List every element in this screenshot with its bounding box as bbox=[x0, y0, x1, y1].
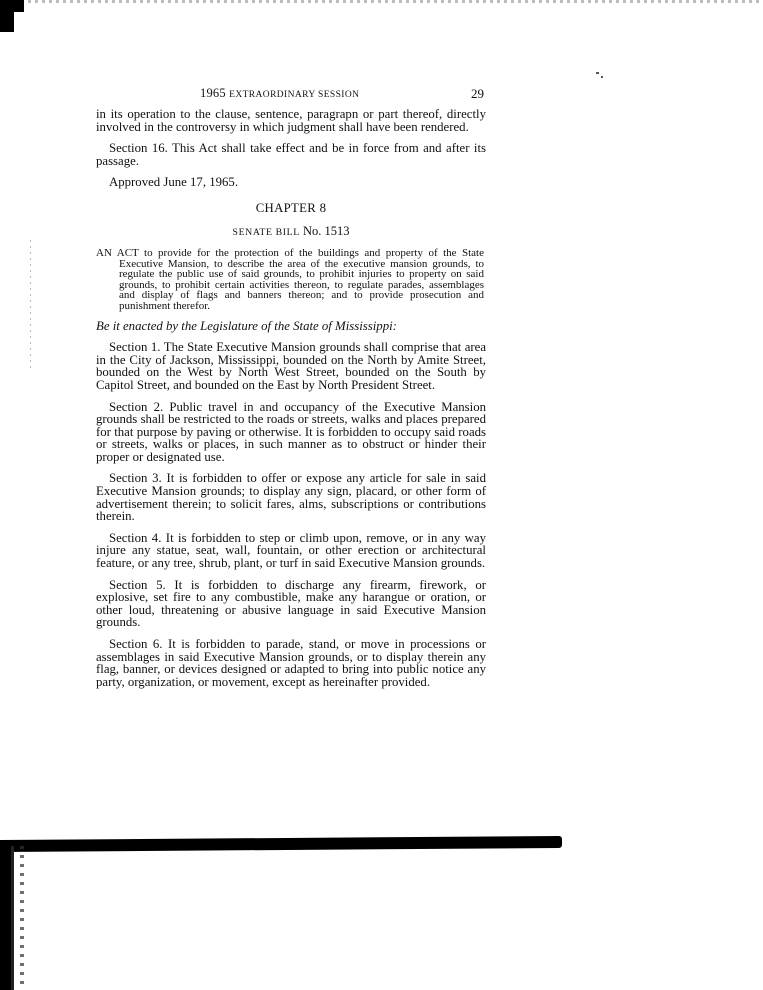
bill-number: No. 1513 bbox=[302, 223, 350, 238]
section-paragraph: Section 1. The State Executive Mansion grounds shall comprise that area in the City of Jackson, Mississippi, bounded on the North by Amite Street, bounded on the West by North West Street, bounded on the South by Capitol Street, and bounded on the East by North President Street. bbox=[96, 340, 486, 392]
bill-heading bbox=[96, 224, 486, 239]
scan-bottom-left-specks bbox=[20, 846, 24, 990]
section-paragraph: Section 4. It is forbidden to step or climb upon, remove, or in any way injure any statue, seat, wall, fountain, or other erection or architectural feature, or any tree, shrub, plant, or turf in said Executive Mansion grounds. bbox=[96, 530, 486, 571]
document-page bbox=[96, 86, 486, 688]
continued-paragraph: in its operation to the clause, sentence, paragrapn or part thereof, directly involved in the controversy in which judgment shall have been rendered. bbox=[96, 107, 486, 134]
bill-prefix: SENATE BILL bbox=[232, 226, 300, 238]
running-title bbox=[200, 86, 359, 101]
scan-bottom-shadow bbox=[0, 836, 562, 852]
enacting-clause: Be it enacted by the Legislature of the State of Mississippi: bbox=[96, 318, 397, 333]
act-title: AN ACT to provide for the protection of the buildings and property of the State Executive Mansion, to describe the area of the executive mansion grounds, to regulate the public use of said grounds, to prohibit injuries to property on said grounds, to prohibit certain activities thereon, to regulate parades, assemblages and display of flags and banners thereon; and to provide prosecution and punishment therefor. bbox=[96, 246, 484, 312]
running-header bbox=[96, 86, 486, 106]
section-paragraph: Section 3. It is forbidden to offer or expose any article for sale in said Executive Mansion grounds; to display any sign, placard, or other form of advertisement therein; to solicit fares, alms, subscriptions or contributions therein. bbox=[96, 471, 486, 524]
scan-margin-specks bbox=[30, 240, 31, 370]
header-year: 1965 bbox=[200, 86, 226, 100]
section-paragraph: Section 2. Public travel in and occupancy of the Executive Mansion grounds shall be restricted to the roads or streets, walks and places prepared for that purpose by paving or otherwise. It is forbidden to occupy said roads or streets, walks or places, in such manner as to obstruct or hinder their proper or designated use. bbox=[96, 399, 486, 464]
section-paragraph: Section 6. It is forbidden to parade, stand, or move in processions or assemblages in said Executive Mansion grounds, or to display therein any flag, banner, or devices designed or adapted to bring into public notice any party, organization, or movement, except as hereinafter provided. bbox=[96, 637, 486, 689]
scan-corner-mark-tab bbox=[14, 0, 24, 12]
section-paragraph: Section 5. It is forbidden to discharge any firearm, firework, or explosive, set fire to any combustible, make any harangue or oration, or other loud, threatening or abusive language in said Executive Mansion grounds. bbox=[96, 577, 486, 630]
scan-top-edge bbox=[0, 0, 763, 3]
scan-bottom-left-shadow bbox=[0, 846, 20, 990]
chapter-heading: CHAPTER 8 bbox=[255, 200, 327, 215]
scan-speck bbox=[601, 76, 603, 78]
page-number: 29 bbox=[471, 86, 484, 101]
scan-speck bbox=[596, 72, 599, 74]
section-16-paragraph: Section 16. This Act shall take effect and be in force from and after its passage. bbox=[96, 141, 486, 168]
approval-date: Approved June 17, 1965. bbox=[109, 175, 239, 190]
scan-corner-mark bbox=[0, 0, 14, 32]
header-session: EXTRAORDINARY SESSION bbox=[229, 90, 360, 100]
